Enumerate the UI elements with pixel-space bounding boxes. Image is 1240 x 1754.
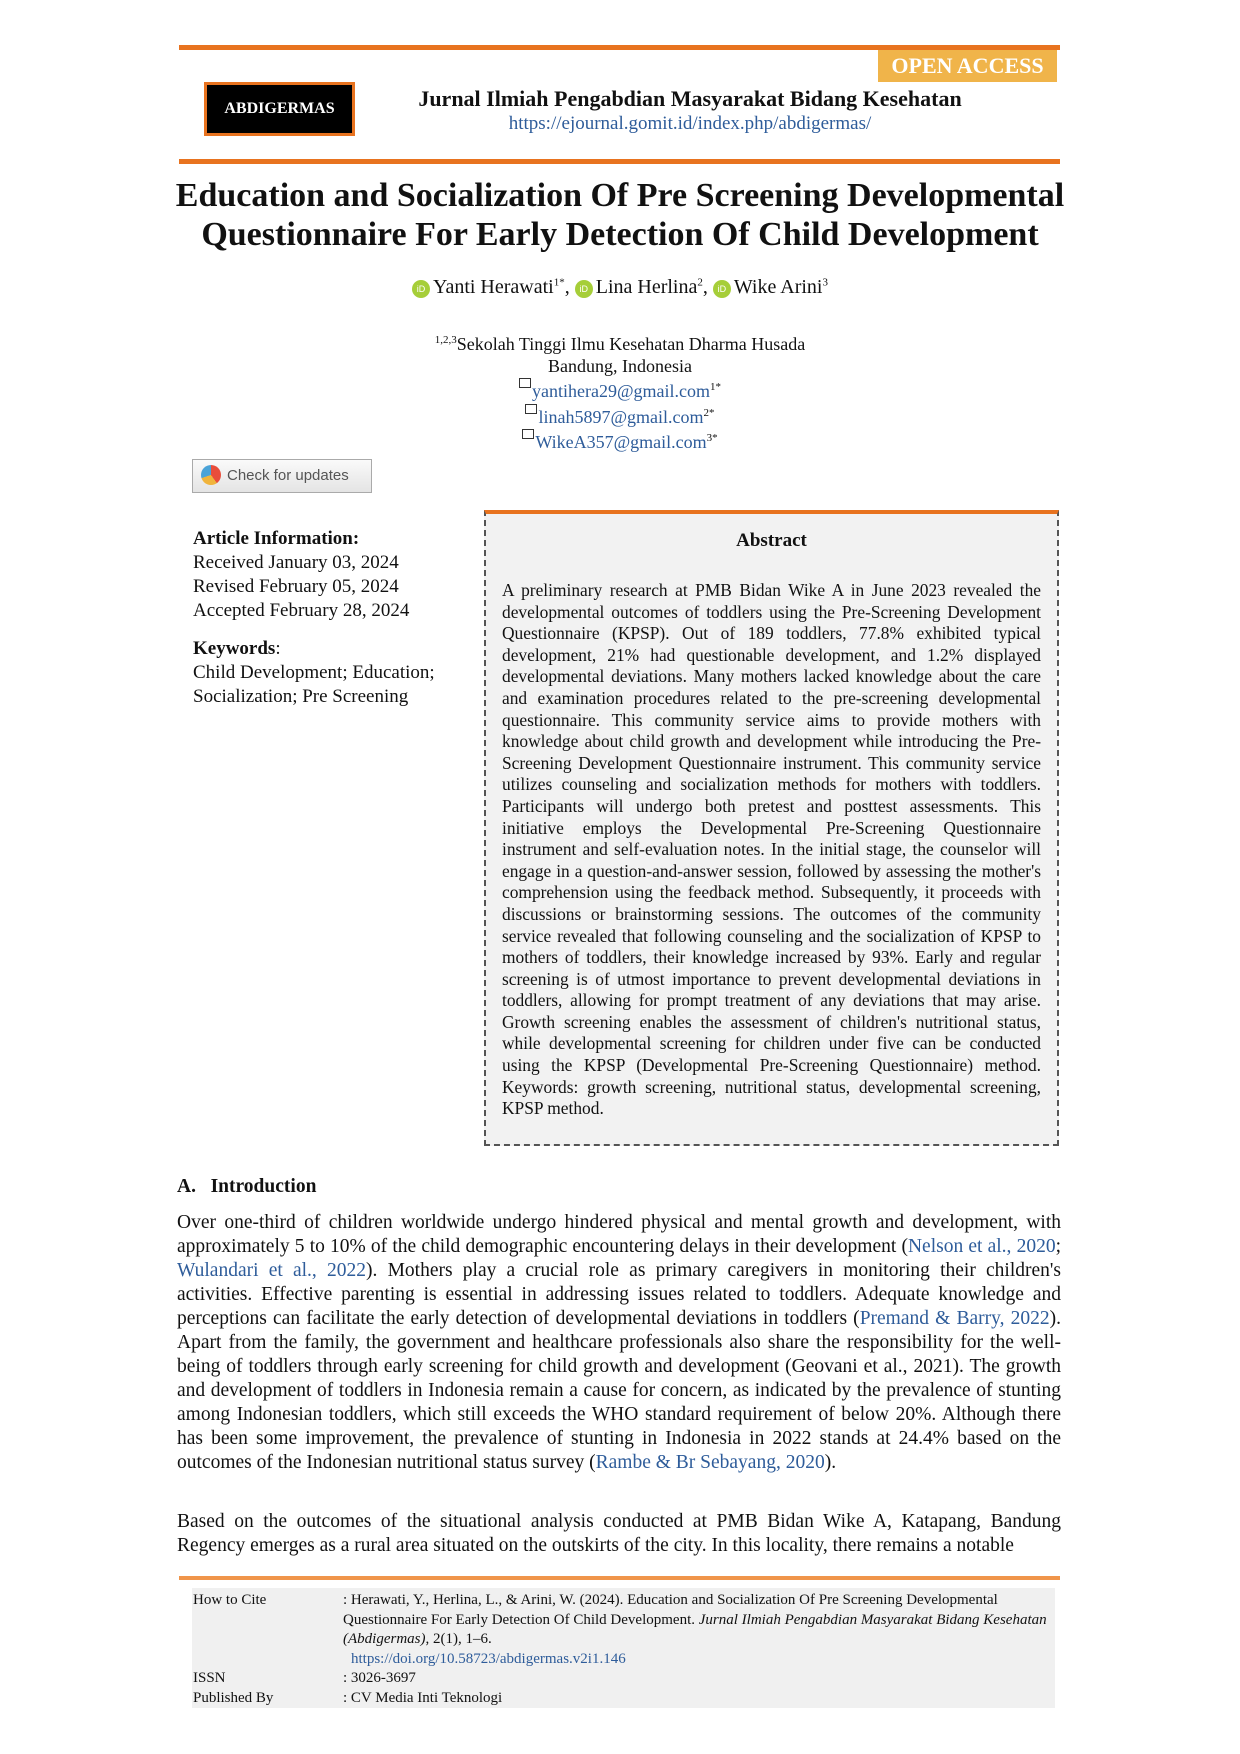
article-title [160, 176, 1080, 254]
author-sup: 1* [553, 276, 565, 289]
mail-icon [519, 378, 531, 388]
journal-logo: ABDIGERMAS [204, 82, 355, 136]
title-line-2: Questionnaire For Early Detection Of Child Development [201, 216, 1039, 253]
introduction-heading: A. Introduction [177, 1176, 317, 1197]
issn-value: : 3026-3697 [343, 1670, 416, 1686]
affiliation-block [160, 330, 1080, 454]
introduction-paragraph-1 [177, 1211, 1061, 1475]
doi-link[interactable]: https://doi.org/10.58723/abdigermas.v2i1.146 [351, 1650, 626, 1667]
author-name: Yanti Herawati [433, 276, 554, 298]
title-line-1: Education and Socialization Of Pre Screening Developmental [175, 177, 1065, 214]
location: Bandung, Indonesia [548, 355, 692, 376]
citation-link[interactable]: Nelson et al., 2020 [907, 1236, 1056, 1257]
keywords-colon: : [275, 638, 281, 659]
author-sep: , [564, 276, 575, 298]
author-list [160, 276, 1080, 299]
revised-date: Revised February 05, 2024 [193, 576, 399, 597]
text: Over one-third of children worldwide undergo hindered physical and mental growth and development, with approximately 5 to 10% of the child demographic encountering delays in their development ( [177, 1212, 1061, 1257]
cite-label: How to Cite [193, 1592, 267, 1608]
affiliation: Sekolah Tinggi Ilmu Kesehatan Dharma Husada [456, 334, 806, 354]
email-sup: 2* [703, 406, 715, 419]
info-heading: Article Information: [193, 528, 360, 549]
email-row [160, 403, 1080, 429]
publisher-value: : CV Media Inti Teknologi [343, 1689, 503, 1706]
text: ; [1055, 1236, 1061, 1257]
citation-link[interactable]: Wulandari et al., 2022 [177, 1260, 367, 1281]
author [575, 276, 713, 298]
citation-link[interactable]: Premand & Barry, 2022 [859, 1308, 1050, 1329]
email-link[interactable]: yantihera29@gmail.com [531, 381, 711, 402]
check-for-updates-button[interactable] [192, 459, 372, 493]
keywords-heading: Keywords [193, 638, 276, 659]
article-information [193, 527, 463, 709]
text: ). [824, 1452, 837, 1473]
orcid-icon[interactable]: iD [713, 280, 731, 298]
crossmark-icon [201, 465, 221, 485]
email-row [160, 428, 1080, 454]
email-link[interactable]: WikeA357@gmail.com [535, 432, 707, 453]
email-sup: 3* [706, 432, 718, 445]
author-sup: 3 [822, 276, 828, 289]
abstract-heading: Abstract [736, 530, 807, 551]
author-sep: , [702, 276, 713, 298]
email-link[interactable]: linah5897@gmail.com [538, 406, 704, 427]
author-name: Lina Herlina [595, 276, 698, 298]
open-access-badge: OPEN ACCESS [878, 50, 1057, 82]
mail-icon [525, 404, 537, 414]
publisher-label: Published By [193, 1689, 274, 1706]
text: ). Apart from the family, the government and healthcare professionals also share the responsibility for the well-being of toddlers through early screening for child growth and development (Geovani et al., 2021). The growth and development of toddlers in Indonesia remain a cause for concern, as indicated by the prevalence of stunting among Indonesian toddlers, which still exceeds the WHO standard requirement of below 20%. Although there has been some improvement, the prevalence of stunting in Indonesia in 2022 stands at 24.4% based on the outcomes of the Indonesian nutritional status survey ( [177, 1308, 1061, 1473]
introduction-paragraph-2: Based on the outcomes of the situational analysis conducted at PMB Bidan Wike A, Katapang, Bandung Regency emerges as a rural area situated on the outskirts of the city. In this locality, there remains a notable [177, 1511, 1061, 1556]
author-name: Wike Arini [733, 276, 823, 298]
abstract-text: A preliminary research at PMB Bidan Wike A in June 2023 revealed the developmental outcomes of toddlers using the Pre-Screening Development Questionnaire (KPSP). Out of 189 toddlers, 77.8% exhibited typical development, 21% had questionable development, and 1.2% displayed developmental deviations. Many mothers lacked knowledge about the care and examination procedures related to the pre-screening developmental questionnaire. This community service aims to provide mothers with knowledge about child growth and development while introducing the Pre-Screening Development Questionnaire instrument. This community service utilizes counseling and socialization methods for mothers with toddlers. Participants will undergo both pretest and posttest assessments. This initiative employs the Developmental Pre-Screening Questionnaire instrument and self-evaluation notes. In the initial stage, the counselor will engage in a question-and-answer session, followed by assessing the mother's comprehension using the feedback method. Subsequently, it proceeds with discussions or brainstorming sessions. The outcomes of the community service revealed that following counseling and the socialization of KPSP to mothers of toddlers, their knowledge increased by 93%. Early and regular screening is of utmost importance to prevent developmental deviations in toddlers, allowing for prompt treatment of any deviations that may arise. Growth screening enables the assessment of children's nutritional status, while developmental screening for children under five can be conducted using the KPSP (Developmental Pre-Screening Questionnaire) method. Keywords: growth screening, nutritional status, developmental screening, KPSP method. [502, 580, 1041, 1119]
abstract-box [484, 510, 1059, 1146]
journal-url [360, 113, 1020, 135]
header-bottom-rule [179, 159, 1060, 164]
received-date: Received January 03, 2024 [193, 552, 399, 573]
issn-label: ISSN [193, 1670, 226, 1686]
accepted-date: Accepted February 28, 2024 [193, 600, 410, 621]
journal-title: Jurnal Ilmiah Pengabdian Masyarakat Bidang Kesehatan [418, 86, 962, 111]
check-updates-label: Check for updates [227, 467, 349, 484]
cite-value [343, 1591, 1055, 1669]
email-sup: 1* [710, 381, 722, 394]
author-sup: 2 [697, 276, 703, 289]
affiliation-sup: 1,2,3 [434, 334, 457, 346]
cite-volume: , 2(1), 1–6. [425, 1631, 492, 1647]
orcid-icon[interactable]: iD [575, 280, 593, 298]
footer-rule [179, 1576, 1060, 1580]
citation-link[interactable]: Rambe & Br Sebayang, 2020 [595, 1452, 825, 1473]
journal-url-link[interactable]: https://ejournal.gomit.id/index.php/abdigermas/ [508, 113, 872, 134]
keywords: Child Development; Education; Socialization; Pre Screening [193, 662, 435, 707]
cite-journal: Jurnal Ilmiah Pengabdian Masyarakat Bidang Kesehatan (Abdigermas) [343, 1611, 1047, 1647]
text: ). Mothers play a crucial role as primary caregivers in monitoring their children's activities. Effective parenting is essential in addressing issues related to toddlers. Adequate knowledge and perceptions can facilitate the early detection of developmental deviations in toddlers ( [177, 1260, 1061, 1329]
citation-box [192, 1588, 1055, 1708]
mail-icon [522, 429, 534, 439]
author [713, 276, 828, 298]
author [412, 276, 575, 298]
email-row [160, 377, 1080, 403]
orcid-icon[interactable]: iD [412, 280, 430, 298]
cite-text: : Herawati, Y., Herlina, L., & Arini, W. (2024). Education and Socialization Of Pre Screening Developmental Questionnaire For Early Detection Of Child Development. [343, 1592, 998, 1628]
